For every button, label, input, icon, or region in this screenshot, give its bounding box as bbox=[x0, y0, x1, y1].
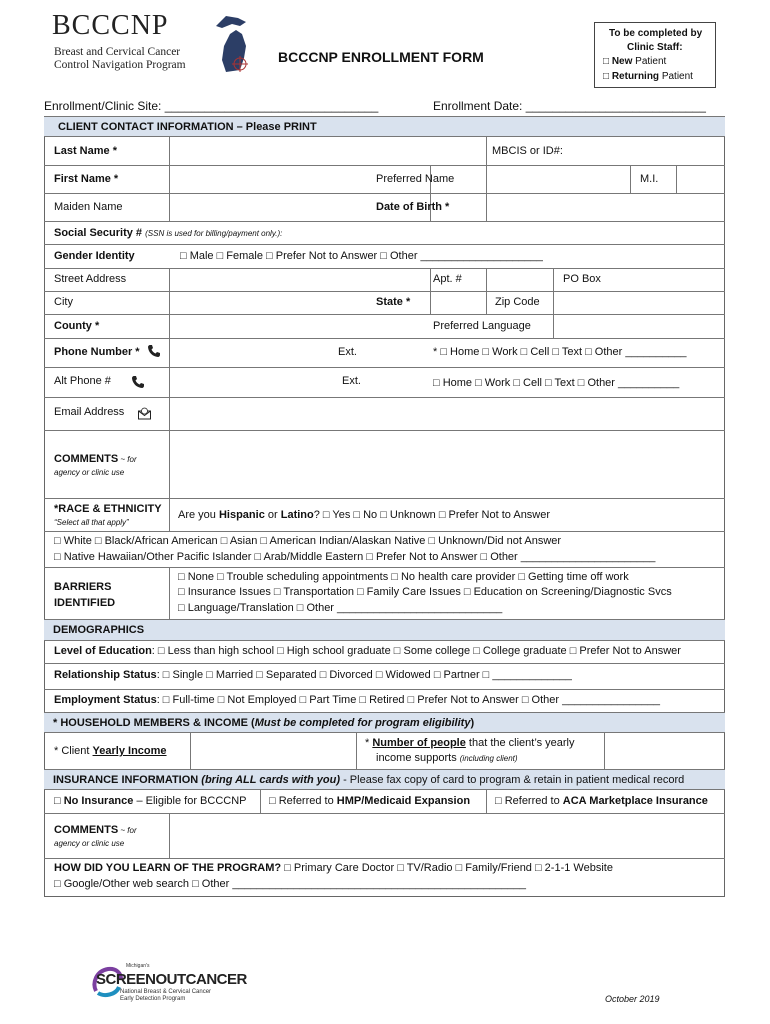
alt-phone-type-options[interactable]: □ Home □ Work □ Cell □ Text □ Other __________ bbox=[433, 377, 680, 389]
logo-line2: Control Navigation Program bbox=[54, 59, 186, 71]
phone-type-options[interactable]: * □ Home □ Work □ Cell □ Text □ Other __________ bbox=[433, 346, 687, 358]
contact-header-text: CLIENT CONTACT INFORMATION – Please PRINT bbox=[58, 121, 317, 133]
insurance-section-header bbox=[44, 769, 725, 790]
ssn-label: Social Security # bbox=[54, 227, 143, 239]
logo-line-2: Early Detection Program bbox=[120, 996, 186, 1002]
comments-input[interactable] bbox=[170, 431, 724, 497]
referral-source-options[interactable]: HOW DID YOU LEARN OF THE PROGRAM? □ Primary Care Doctor □ TV/Radio □ Family/Friend □ 2-1-1 Website bbox=[54, 862, 613, 874]
alt-phone-icon bbox=[131, 375, 145, 389]
po-box-label: PO Box bbox=[563, 273, 601, 285]
first-name-label: First Name * bbox=[54, 173, 119, 185]
program-logo bbox=[52, 10, 252, 80]
demographics-header-text: DEMOGRAPHICS bbox=[53, 624, 145, 636]
household-header-text: * HOUSEHOLD MEMBERS & INCOME (Must be completed for program eligibility) bbox=[53, 717, 475, 729]
comments-note: agency or clinic use bbox=[54, 468, 125, 477]
phone-icon bbox=[147, 344, 161, 358]
enrollment-site-field[interactable]: Enrollment/Clinic Site: ________________________________ bbox=[44, 99, 379, 113]
dob-label: Date of Birth * bbox=[376, 201, 450, 213]
returning-suffix: Patient bbox=[661, 71, 693, 82]
alt-phone-ext-label: Ext. bbox=[342, 375, 361, 387]
barriers-options-line2[interactable]: □ Insurance Issues □ Transportation □ Family Care Issues □ Education on Screening/Diagnostic Svcs bbox=[178, 586, 672, 598]
zip-label: Zip Code bbox=[495, 296, 540, 308]
race-options-line2[interactable]: □ Native Hawaiian/Other Pacific Islander □ Arab/Middle Eastern □ Prefer Not to Answer □ Other ______________________ bbox=[54, 551, 656, 563]
email-input[interactable] bbox=[170, 398, 724, 429]
form-version-date: October 2019 bbox=[605, 994, 660, 1004]
maiden-name-label: Maiden Name bbox=[54, 201, 123, 213]
last-name-input[interactable] bbox=[170, 138, 485, 164]
city-label: City bbox=[54, 296, 73, 308]
barriers-label-1: BARRIERS bbox=[54, 581, 112, 593]
michigan-map-icon bbox=[212, 12, 252, 78]
contact-section-header bbox=[44, 116, 725, 137]
household-size-note: income supports (including client) bbox=[376, 752, 518, 764]
hmp-referral-checkbox[interactable]: □ Referred to HMP/Medicaid Expansion bbox=[269, 795, 471, 807]
aca-referral-checkbox[interactable]: □ Referred to ACA Marketplace Insurance bbox=[495, 795, 708, 807]
race-note: “Select all that apply” bbox=[54, 518, 129, 527]
logo-line-1: National Breast & Cervical Cancer bbox=[120, 989, 212, 995]
yearly-income-input[interactable] bbox=[191, 734, 355, 768]
logo-line1: Breast and Cervical Cancer bbox=[54, 46, 181, 58]
hispanic-options[interactable]: Are you Hispanic or Latino? □ Yes □ No □ Unknown □ Prefer Not to Answer bbox=[178, 509, 551, 521]
relationship-options[interactable]: Relationship Status: □ Single □ Married □ Separated □ Divorced □ Widowed □ Partner □ _____________ bbox=[54, 669, 572, 681]
enrollment-date-field[interactable]: Enrollment Date: ___________________________ bbox=[433, 99, 706, 113]
comments-for: ~ for bbox=[118, 455, 137, 464]
county-label: County * bbox=[54, 320, 100, 332]
street-label: Street Address bbox=[54, 273, 127, 285]
household-size-label: * Number of people that the client’s yearly bbox=[365, 737, 575, 749]
employment-options[interactable]: Employment Status: □ Full-time □ Not Employed □ Part Time □ Retired □ Prefer Not to Answer □ Other ________________ bbox=[54, 694, 661, 706]
demographics-section-header bbox=[44, 619, 725, 641]
yearly-income-label: * Client Yearly Income bbox=[54, 745, 167, 757]
mi-label: M.I. bbox=[640, 173, 659, 185]
ssn-note: (SSN is used for billing/payment only.): bbox=[145, 229, 283, 238]
new-patient-checkbox[interactable]: □ New Patient bbox=[603, 56, 667, 67]
no-insurance-checkbox[interactable]: □ No Insurance – Eligible for BCCCNP bbox=[54, 795, 247, 807]
screenoutcancer-logo bbox=[90, 963, 260, 1009]
clinic-staff-box bbox=[594, 22, 716, 88]
comments2-input[interactable] bbox=[170, 814, 724, 857]
preferred-language-label: Preferred Language bbox=[433, 320, 531, 332]
ssn-field[interactable] bbox=[54, 227, 282, 240]
education-options[interactable]: Level of Education: □ Less than high school □ High school graduate □ Some college □ College graduate □ Prefer Not to Answer bbox=[54, 645, 681, 657]
last-name-label: Last Name * bbox=[54, 145, 117, 157]
barriers-label-2: IDENTIFIED bbox=[54, 597, 116, 609]
logo-top-text: Michigan's bbox=[126, 963, 150, 969]
barriers-options-line1[interactable]: □ None □ Trouble scheduling appointments □ No health care provider □ Getting time off work bbox=[178, 571, 629, 583]
race-options-line1[interactable]: □ White □ Black/African American □ Asian □ American Indian/Alaskan Native □ Unknown/Did not Answer bbox=[54, 535, 562, 547]
returning-label: Returning bbox=[611, 71, 660, 82]
insurance-header-text: INSURANCE INFORMATION (bring ALL cards with you) - Please fax copy of card to program & retain in patient medical record bbox=[53, 774, 685, 786]
gender-options[interactable]: □ Male □ Female □ Prefer Not to Answer □ Other ____________________ bbox=[180, 250, 543, 262]
race-label: *RACE & ETHNICITY bbox=[54, 503, 162, 515]
preferred-name-label: Preferred Name bbox=[376, 173, 455, 185]
email-label: Email Address bbox=[54, 406, 125, 418]
logo-main-text: SCREENOUTCANCER bbox=[96, 971, 247, 988]
alt-phone-label: Alt Phone # bbox=[54, 375, 111, 387]
mbcis-label: MBCIS or ID#: bbox=[492, 145, 563, 157]
new-suffix: Patient bbox=[635, 56, 667, 67]
comments-title: COMMENTS bbox=[54, 453, 119, 465]
apt-label: Apt. # bbox=[433, 273, 462, 285]
phone-label: Phone Number * bbox=[54, 346, 140, 358]
comments-label-1 bbox=[54, 453, 137, 466]
comments2-label: COMMENTS ~ for bbox=[54, 824, 137, 836]
barriers-options-line3[interactable]: □ Language/Translation □ Other ___________________________ bbox=[178, 602, 503, 614]
staff-box-line2: Clinic Staff: bbox=[627, 42, 683, 53]
new-label: New bbox=[611, 56, 633, 67]
referral-source-options-2[interactable]: □ Google/Other web search □ Other ________________________________________________ bbox=[54, 878, 527, 890]
phone-ext-label: Ext. bbox=[338, 346, 357, 358]
state-label: State * bbox=[376, 296, 411, 308]
gender-label: Gender Identity bbox=[54, 250, 135, 262]
form-title: BCCCNP ENROLLMENT FORM bbox=[278, 49, 484, 65]
household-section-header bbox=[44, 712, 725, 733]
staff-box-line1: To be completed by bbox=[609, 28, 703, 39]
envelope-icon bbox=[137, 406, 152, 421]
returning-patient-checkbox[interactable]: □ Returning Patient bbox=[603, 71, 693, 82]
logo-name: BCCCNP bbox=[52, 10, 169, 41]
household-size-input[interactable] bbox=[605, 734, 724, 768]
comments2-note: agency or clinic use bbox=[54, 839, 125, 848]
